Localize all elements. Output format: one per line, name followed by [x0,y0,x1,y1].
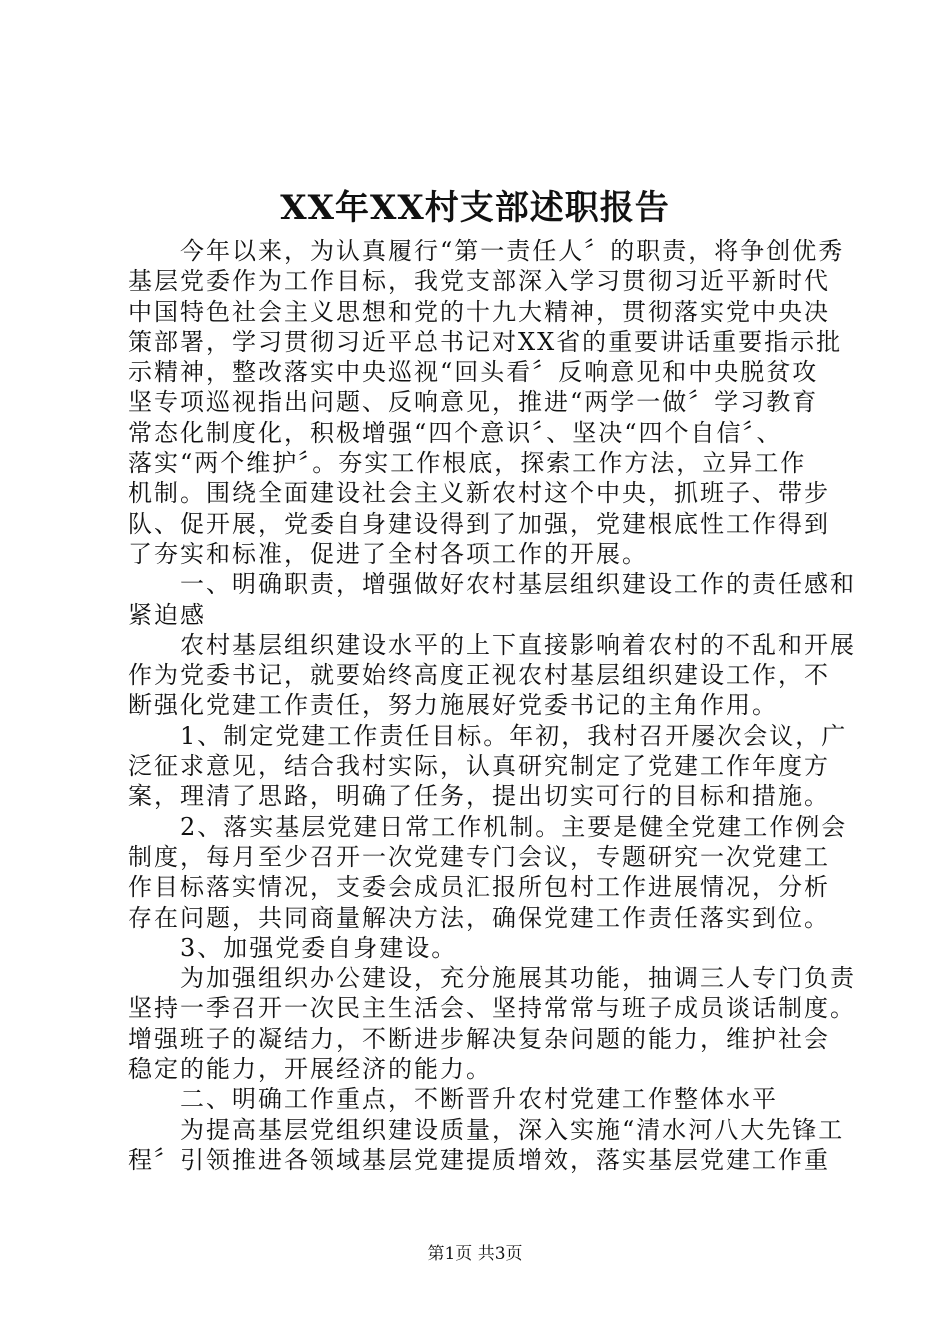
text-line: 示精神，整改落实中央巡视“回头看〞反响意见和中央脱贫攻 [128,358,819,387]
text-line: 坚持一季召开一次民主生活会、坚持常常与班子成员谈话制度。 [128,994,856,1023]
text-line: 2、落实基层党建日常工作机制。主要是健全党建工作例会 [180,812,848,841]
document-title: XX年XX村支部述职报告 [280,188,670,228]
text-line: 制度，每月至少召开一次党建专门会议，专题研究一次党建工 [128,842,830,871]
text-line: 策部署，学习贯彻习近平总书记对XX省的重要讲话重要指示批 [128,327,843,356]
text-line: 中国特色社会主义思想和党的十九大精神，贯彻落实党中央决 [128,297,830,326]
text-line: 紧迫感 [128,600,206,629]
text-line: 断强化党建工作责任，努力施展好党委书记的主角作用。 [128,691,778,720]
text-line: 增强班子的凝结力，不断进步解决复杂问题的能力，维护社会 [128,1024,830,1053]
text-line: 坚专项巡视指出问题、反响意见，推进“两学一做〞学习教育 [128,388,819,417]
text-line: 了夯实和标准，促进了全村各项工作的开展。 [128,539,648,568]
text-line: 作目标落实情况，支委会成员汇报所包村工作进展情况，分析 [128,873,830,902]
text-line: 常态化制度化，积极增强“四个意识〞、坚决“四个自信〞、 [128,418,783,447]
text-line: 案，理清了思路，明确了任务，提出切实可行的目标和措施。 [128,782,830,811]
text-line: 农村基层组织建设水平的上下直接影响着农村的不乱和开展 [180,630,856,659]
text-line: 二、明确工作重点，不断晋升农村党建工作整体水平 [180,1085,778,1114]
page-footer: 第1页 共3页 [427,1244,523,1264]
text-line: 泛征求意见，结合我村实际，认真研究制定了党建工作年度方 [128,752,830,781]
text-line: 作为党委书记，就要始终高度正视农村基层组织建设工作，不 [128,661,830,690]
text-line: 3、加强党委自身建设。 [180,933,458,962]
text-line: 基层党委作为工作目标，我党支部深入学习贯彻习近平新时代 [128,267,830,296]
text-line: 稳定的能力，开展经济的能力。 [128,1055,492,1084]
text-line: 今年以来，为认真履行“第一责任人〞的职责，将争创优秀 [180,237,845,265]
text-line: 存在问题，共同商量解决方法，确保党建工作责任落实到位。 [128,903,830,932]
text-line: 队、促开展，党委自身建设得到了加强，党建根底性工作得到 [128,509,830,538]
text-line: 一、明确职责，增强做好农村基层组织建设工作的责任感和 [180,570,856,599]
text-line: 落实“两个维护〞。夯实工作根底，探索工作方法，立异工作 [128,449,807,478]
text-line: 为提高基层党组织建设质量，深入实施“清水河八大先锋工 [180,1115,845,1144]
document-body [128,236,856,1175]
text-line: 1、制定党建工作责任目标。年初，我村召开屡次会议，广 [180,721,848,750]
text-line: 程〞引领推进各领域基层党建提质增效，落实基层党建工作重 [128,1145,830,1174]
text-line: 机制。围绕全面建设社会主义新农村这个中央，抓班子、带步 [128,479,830,508]
text-line: 为加强组织办公建设，充分施展其功能，抽调三人专门负责 [180,964,856,993]
